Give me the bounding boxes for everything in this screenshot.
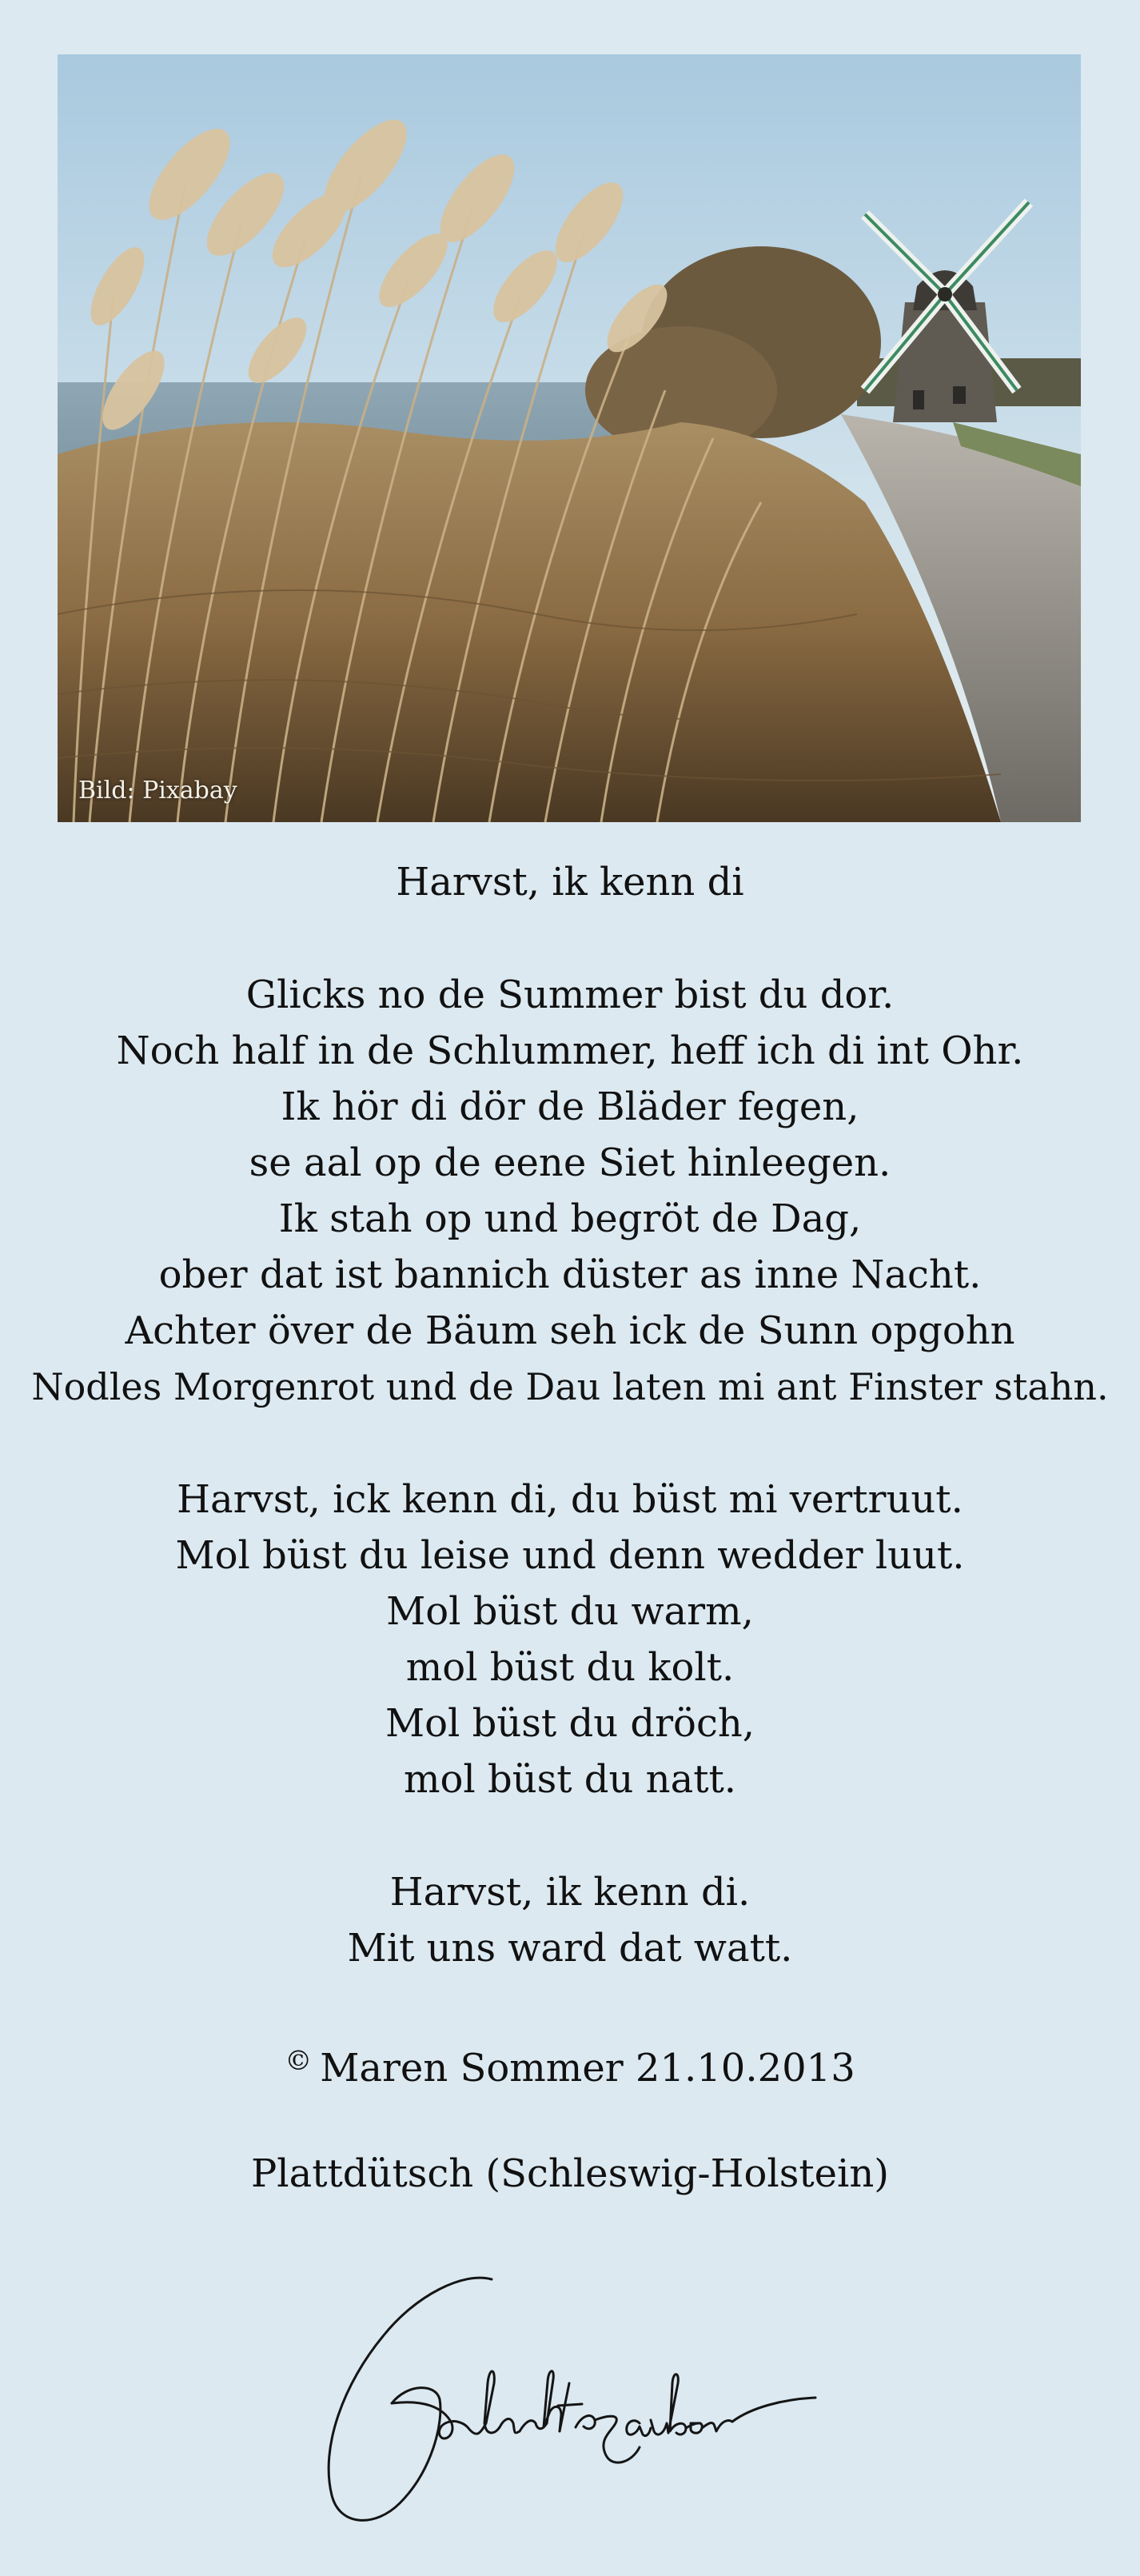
header-photo <box>58 54 1081 822</box>
gedichtezauber-signature-logo <box>304 2263 847 2535</box>
poem-line: Ik hör di dör de Bläder fegen, <box>281 1084 859 1129</box>
poem-line: Mol büst du dröch, <box>385 1701 755 1746</box>
copyright-icon: © <box>285 2045 313 2077</box>
reed-windmill-landscape-image <box>58 54 1081 822</box>
copyright <box>0 2033 1140 2089</box>
poem-line: Mit uns ward dat watt. <box>347 1926 793 1971</box>
stanza-2 <box>0 1472 1140 1807</box>
poem-line: Ik stah op und begröt de Dag, <box>278 1196 862 1241</box>
poem-line: Nodles Morgenrot und de Dau laten mi ant Finster stahn. <box>31 1365 1109 1408</box>
poem-line: ober dat ist bannich düster as inne Nacht. <box>158 1252 982 1297</box>
poem-line: se aal op de eene Siet hinleegen. <box>249 1140 891 1185</box>
poem-title: Harvst, ik kenn di <box>396 860 744 905</box>
photo-credit: Bild: Pixabay <box>78 777 237 805</box>
stanza-1 <box>0 967 1140 1415</box>
poem-line: Glicks no de Summer bist du dor. <box>245 972 895 1017</box>
stanza-3 <box>0 1864 1140 1976</box>
poem-line: Mol büst du warm, <box>386 1589 754 1634</box>
dialect-text: Plattdütsch (Schleswig-Holstein) <box>250 2151 890 2196</box>
dialect-note <box>0 2146 1140 2202</box>
poem-line: mol büst du kolt. <box>405 1645 735 1690</box>
copyright-text: Maren Sommer 21.10.2013 <box>320 2046 855 2091</box>
poem-line: Harvst, ick kenn di, du büst mi vertruut. <box>177 1477 963 1522</box>
poem-line: Harvst, ik kenn di. <box>389 1870 751 1915</box>
poem-line: Mol büst du leise und denn wedder luut. <box>175 1533 965 1578</box>
poem <box>0 854 1140 2202</box>
poem-line: Achter över de Bäum seh ick de Sunn opgohn <box>125 1308 1015 1353</box>
poem-line: mol büst du natt. <box>403 1757 737 1802</box>
poem-line: Noch half in de Schlummer, heff ich di int Ohr. <box>116 1028 1024 1073</box>
